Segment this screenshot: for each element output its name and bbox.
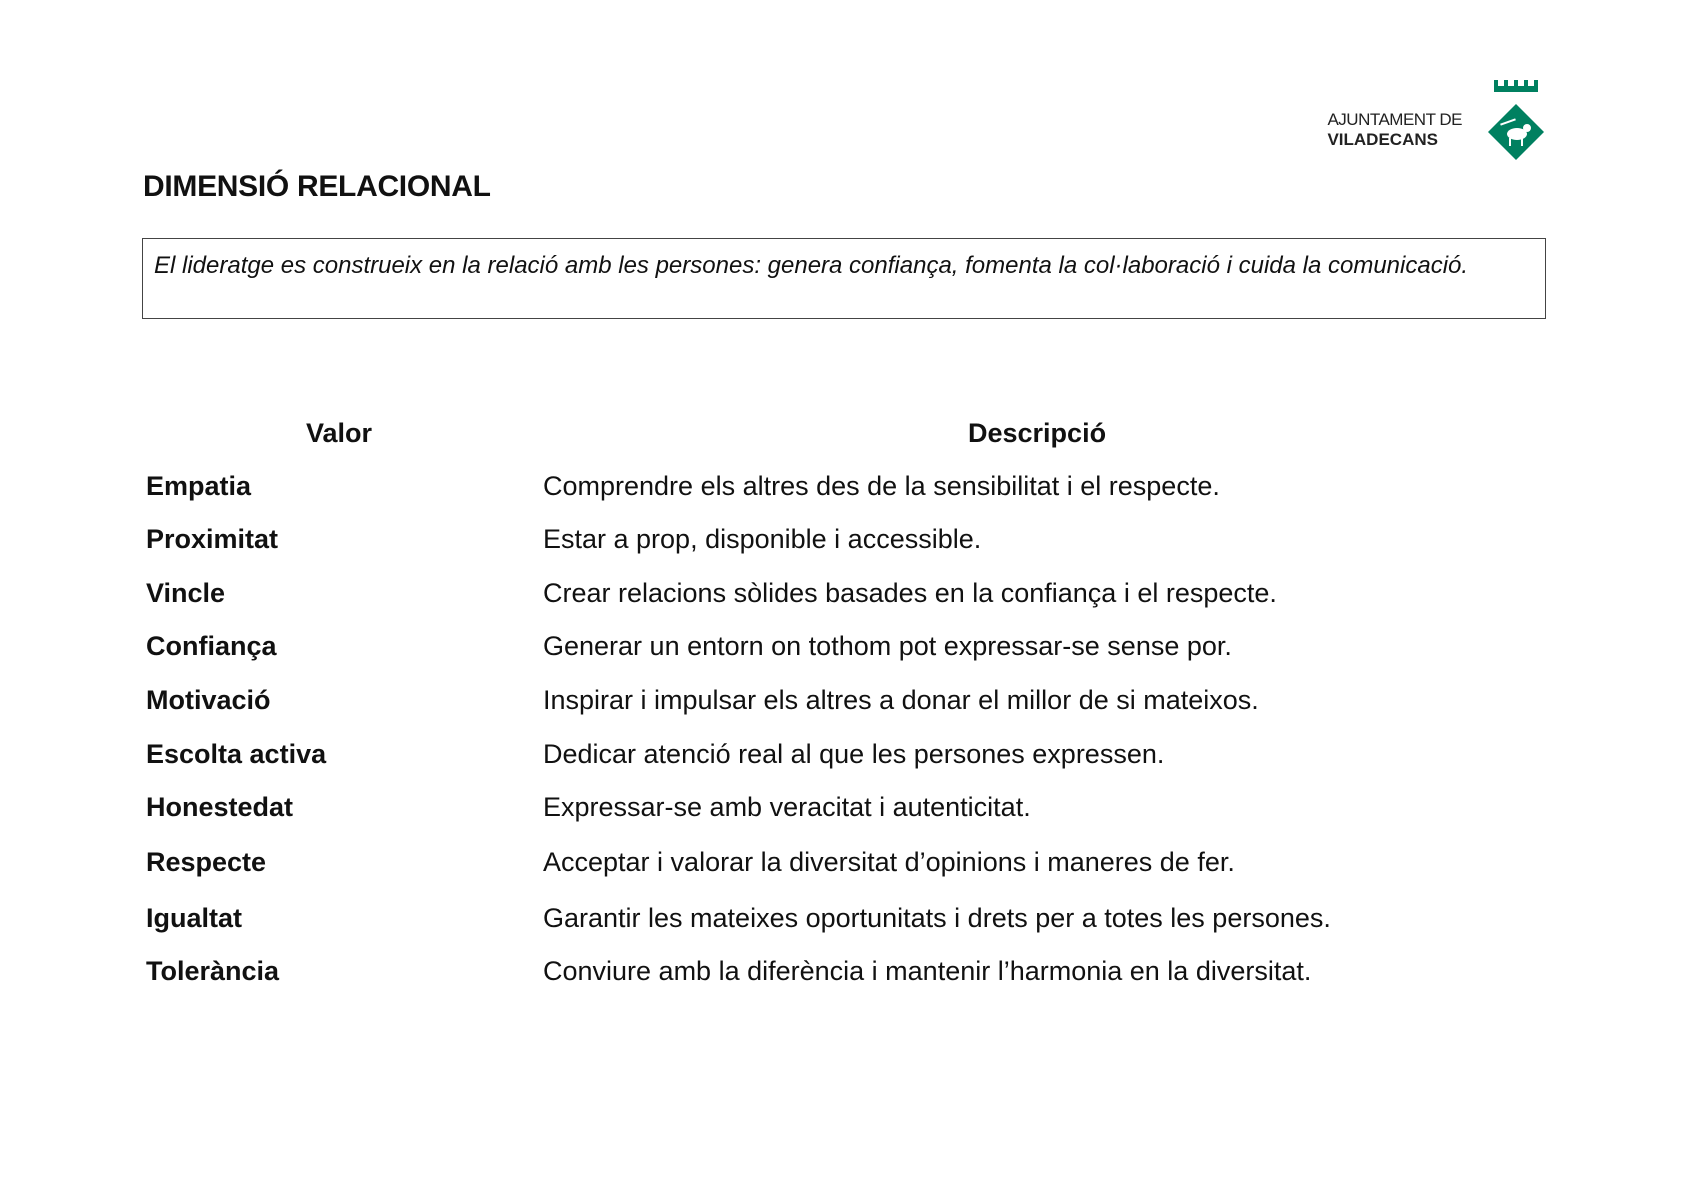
value-name: Escolta activa [146,739,327,769]
intro-box: El lideratge es construeix en la relació amb les persones: genera confiança, fomenta la col·laboració i cuida la comunicació. [142,238,1546,319]
value-description: Crear relacions sòlides basades en la confiança i el respecte. [543,578,1277,608]
value-description: Inspirar i impulsar els altres a donar el millor de si mateixos. [543,685,1259,715]
value-description: Conviure amb la diferència i mantenir l’harmonia en la diversitat. [543,956,1312,986]
value-name: Respecte [146,847,267,877]
logo-line-1: AJUNTAMENT DE [1327,110,1462,129]
logo-line-2: VILADECANS [1327,130,1438,149]
value-name: Confiança [146,631,277,661]
value-description: Expressar-se amb veracitat i autenticitat. [543,792,1031,822]
logo-text [1327,110,1462,150]
value-description: Dedicar atenció real al que les persones expressen. [543,739,1165,769]
column-header-value: Valor [306,418,373,448]
coat-of-arms-icon [1486,78,1546,162]
value-name: Vincle [146,578,226,608]
value-description: Generar un entorn on tothom pot expressar-se sense por. [543,631,1232,661]
page-title: DIMENSIÓ RELACIONAL [143,170,491,203]
value-description: Garantir les mateixes oportunitats i drets per a totes les persones. [543,903,1331,933]
value-name: Igualtat [146,903,243,933]
value-name: Proximitat [146,524,279,554]
value-name: Honestedat [146,792,294,822]
value-name: Tolerància [146,956,280,986]
value-description: Estar a prop, disponible i accessible. [543,524,982,554]
value-description: Comprendre els altres des de la sensibilitat i el respecte. [543,471,1220,501]
value-name: Empatia [146,471,252,501]
column-header-description: Descripció [968,418,1107,448]
value-name: Motivació [146,685,271,715]
value-description: Acceptar i valorar la diversitat d’opinions i maneres de fer. [543,847,1235,877]
